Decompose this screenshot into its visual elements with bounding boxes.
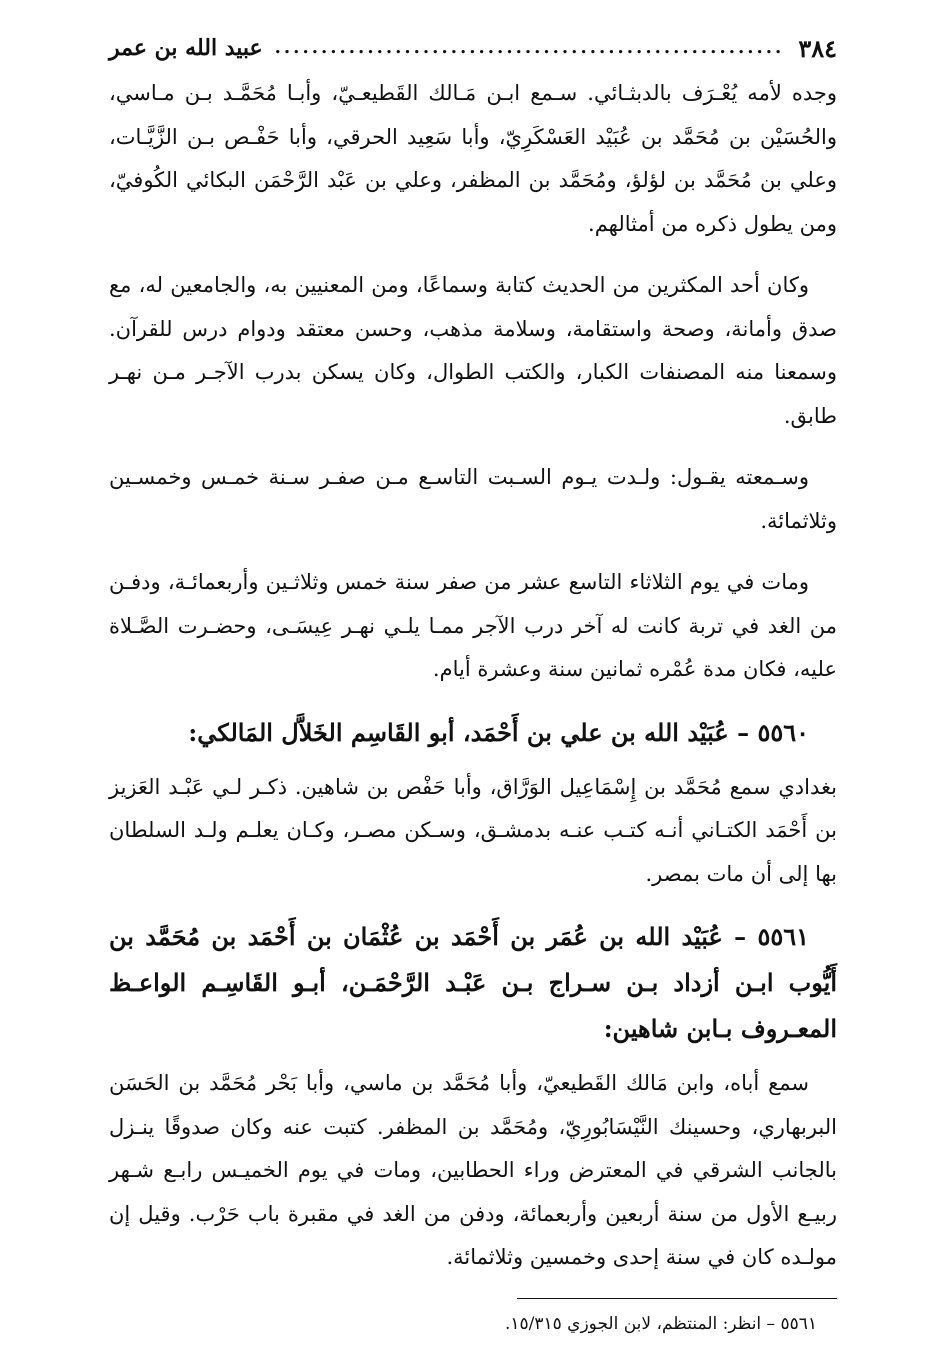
paragraph-2: وكان أحد المكثرين من الحديث كتابة وسماعًا، ومن المعنيين به، والجامعين له، مع صدق وأمانة، وصحة واستقامة، وسلامة مذهب، وحسن معتقد ودوام درس للقرآن. وسمعنا منه المصنفات الكبار، والكتب الطوال، وكان يسكن بدرب الآجـر مـن نهـر طابق. — [109, 273, 837, 428]
entry-5561-text: سمع أباه، وابن مَالك القَطيعيّ، وأبا مُحَمَّد بن ماسي، وأبا بَحْر مُحَمَّد بن الحَسَن البربهاري، وحسينك النَّيْسَابُورِيّ، ومُحَمَّد بن المظفر. كتبت عنه وكان صدوقًا ينـزل بالجانب الشرقي في المعترض وراء الحطابين، ومات في يوم الخميـس رابـع شـهر ربيـع الأول من سنة أربعين وأربعمائة، ودفن من الغد في مقبرة باب حَرْب. وقيل إن مولـده كان في سنة إحدى وخمسين وثلاثمائة. — [109, 1071, 837, 1269]
running-title: عبيد الله بن عمر — [109, 35, 263, 61]
page — [109, 28, 837, 1339]
entry-5560-text: بغدادي سمع مُحَمَّد بن إِسْمَاعِيل الوَرَّاق، وأبا حَفْص بن شاهين. ذكـر لـي عَبْـد العَزيز بن أَحْمَد الكتـاني أنـه كتـب عنـه بدمشـق، وسـكن مصـر، وكـان يعلـم ولـد السلطان بها إلى أن مات بمصر. — [109, 774, 837, 886]
paragraph-4: ومات في يوم الثلاثاء التاسع عشر من صفر سنة خمس وثلاثـين وأربعمائـة، ودفـن من الغد في تربة كانت له آخر درب الآجر ممـا يلـي نهـر عِيسَـى، وحضـرت الصَّـلاة عليه، فكان مدة عُمْره ثمانين سنة وعشرة أيام. — [109, 570, 837, 681]
entry-5561-heading: ٥٥٦١ – عُبَيْد الله بن عُمَر بن أَحْمَد بن عُثْمَان بن أَحْمَد بن مُحَمَّد بن أَيُّوب ابـن أزداد بـن سـراج بـن عَبْـد الرَّحْمَـن، أبـو القَاسِـم الواعـظ المعـروف بـابن شاهين: — [109, 922, 837, 1043]
entry-5560-heading: ٥٥٦٠ – عُبَيْد الله بن علي بن أَحْمَد، أبو القَاسِم الخَلاَّل المَالكي: — [188, 717, 809, 747]
footnote: ٥٥٦١ – انظر: المنتظم، لابن الجوزي ١٥/٣١٥. — [504, 1313, 817, 1334]
page-number: ٣٨٤ — [798, 33, 837, 63]
paragraph-1: وجده لأمه يُعْـرَف بالدبثـائي. سـمع ابـن مَـالك القَطيعـيّ، وأبـا مُحَمَّـد بـن مـاسي، والحُسَيْن بن مُحَمَّد بن عُبَيْد العَسْكَرِيّ، وأبا سَعِيد الحرقي، وأبا حَفْـص بـن الزَّيَّـات، وعلي بن مُحَمَّد بن لؤلؤ، ومُحَمَّد بن المظفر، وعلي بن عَبْد الرَّحْمَن البكائي الكُوفيّ، ومن يطول ذكره من أمثالهم. — [109, 81, 837, 236]
paragraph-3: وسـمعته يقـول: ولـدت يـوم السـبت التاسـع مـن صفـر سـنة خمـس وخمسـين وثلاثمائة. — [109, 465, 837, 533]
footnote-divider — [517, 1298, 837, 1299]
leader-dots — [273, 39, 785, 57]
running-header — [109, 28, 837, 68]
